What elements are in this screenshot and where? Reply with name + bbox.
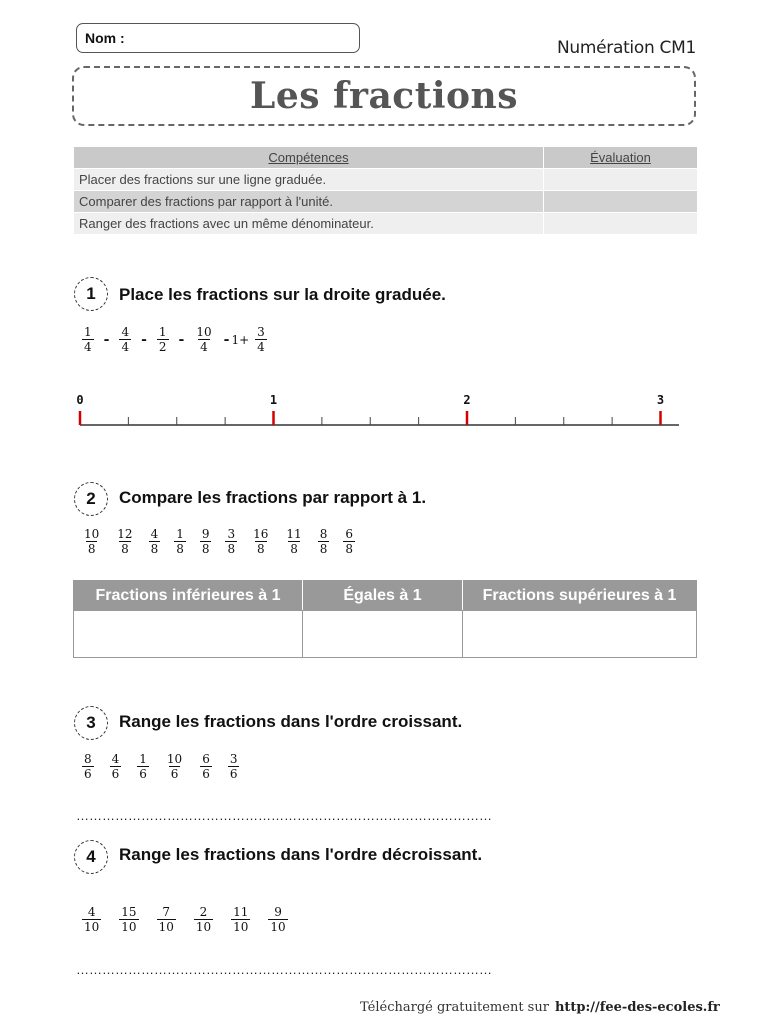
separator: -	[178, 331, 185, 348]
fraction: $\frac{15}{10}$	[121, 905, 137, 934]
exercise-number-3: 3	[74, 706, 108, 740]
fraction: $\frac{11}{10}$	[233, 905, 249, 934]
fraction: $\frac{10}{8}$	[84, 527, 100, 556]
header-greater-than-one: Fractions supérieures à 1	[463, 581, 697, 611]
competence-row: Comparer des fractions par rapport à l'unité.	[74, 191, 544, 213]
fraction: $\frac{12}{8}$	[117, 527, 133, 556]
fraction: $\frac{4}{4}$	[121, 325, 130, 354]
fraction: $\frac{10}{4}$	[196, 325, 212, 354]
competences-header: Compétences	[74, 147, 544, 169]
evaluation-cell[interactable]	[544, 191, 698, 213]
fraction: $\frac{10}{6}$	[166, 752, 183, 781]
subject-label: Numération CM1	[556, 38, 696, 58]
plus-prefix: 1+	[231, 332, 250, 347]
fraction: $\frac{1}{2}$	[158, 325, 167, 354]
answer-cell-less[interactable]	[74, 611, 303, 658]
exercise-number-1: 1	[74, 277, 108, 311]
answer-line-4[interactable]: ……………………………………………………………………………………	[76, 962, 492, 977]
separator: -	[141, 331, 147, 348]
number-line	[72, 388, 687, 432]
answer-cell-equal[interactable]	[303, 611, 463, 658]
compare-table	[73, 580, 697, 658]
title-box	[72, 66, 696, 126]
exercise-number-4: 4	[74, 840, 108, 874]
answer-cell-greater[interactable]	[463, 611, 697, 658]
fraction: $\frac{8}{6}$	[84, 752, 92, 781]
fraction: $\frac{8}{8}$	[319, 527, 328, 556]
competence-row: Placer des fractions sur une ligne graduée.	[74, 169, 544, 191]
fraction: $\frac{1}{8}$	[176, 527, 184, 556]
fraction: $\frac{3}{6}$	[229, 752, 238, 781]
tick-label: 1	[269, 393, 278, 407]
fraction: $\frac{9}{10}$	[270, 905, 286, 934]
name-label: Nom :	[85, 30, 125, 46]
fraction: $\frac{1}{6}$	[139, 752, 147, 781]
exercise-3-title: Range les fractions dans l'ordre croissant.	[119, 712, 463, 731]
page-title: Les fractions	[250, 75, 518, 117]
separator: -	[103, 331, 110, 348]
evaluation-header: Évaluation	[544, 147, 698, 169]
name-field[interactable]	[76, 23, 360, 53]
fraction: $\frac{11}{8}$	[286, 527, 302, 556]
fraction: $\frac{9}{8}$	[201, 527, 210, 556]
exercise-1-fractions	[82, 325, 267, 354]
footer	[360, 1000, 720, 1015]
evaluation-cell[interactable]	[544, 213, 698, 235]
answer-line-3[interactable]: ……………………………………………………………………………………	[76, 808, 492, 823]
fraction: $\frac{4}{8}$	[150, 527, 159, 556]
separator: -	[223, 331, 230, 348]
header-equal-one: Égales à 1	[303, 581, 463, 611]
exercise-4-title: Range les fractions dans l'ordre décroissant.	[119, 845, 483, 864]
footer-link[interactable]: http://fee-des-ecoles.fr	[554, 1000, 720, 1015]
header-less-than-one: Fractions inférieures à 1	[74, 581, 303, 611]
fraction: $\frac{1}{4}$	[84, 325, 92, 354]
tick-label: 2	[463, 393, 471, 407]
exercise-number-2: 2	[74, 482, 108, 516]
competences-table	[73, 146, 698, 235]
evaluation-cell[interactable]	[544, 169, 698, 191]
exercise-2-fractions	[82, 527, 355, 556]
exercise-2-title: Compare les fractions par rapport à 1.	[119, 488, 427, 507]
tick-label: 3	[656, 393, 665, 407]
footer-text: Téléchargé gratuitement sur	[360, 1000, 549, 1015]
fraction: $\frac{4}{6}$	[111, 752, 120, 781]
exercise-4-fractions	[82, 905, 288, 934]
fraction: $\frac{3}{8}$	[227, 527, 236, 556]
tick-label: 0	[76, 393, 84, 407]
exercise-1-title: Place les fractions sur la droite graduée.	[119, 285, 446, 304]
competence-row: Ranger des fractions avec un même dénominateur.	[74, 213, 544, 235]
exercise-3-fractions	[82, 752, 239, 781]
fraction: $\frac{4}{10}$	[84, 905, 100, 934]
fraction: $\frac{6}{6}$	[202, 752, 210, 781]
fraction: $\frac{7}{10}$	[158, 905, 174, 934]
fraction: $\frac{3}{4}$	[257, 325, 265, 354]
fraction: $\frac{16}{8}$	[253, 527, 269, 556]
fraction: $\frac{6}{8}$	[345, 527, 353, 556]
fraction: $\frac{2}{10}$	[195, 905, 212, 934]
